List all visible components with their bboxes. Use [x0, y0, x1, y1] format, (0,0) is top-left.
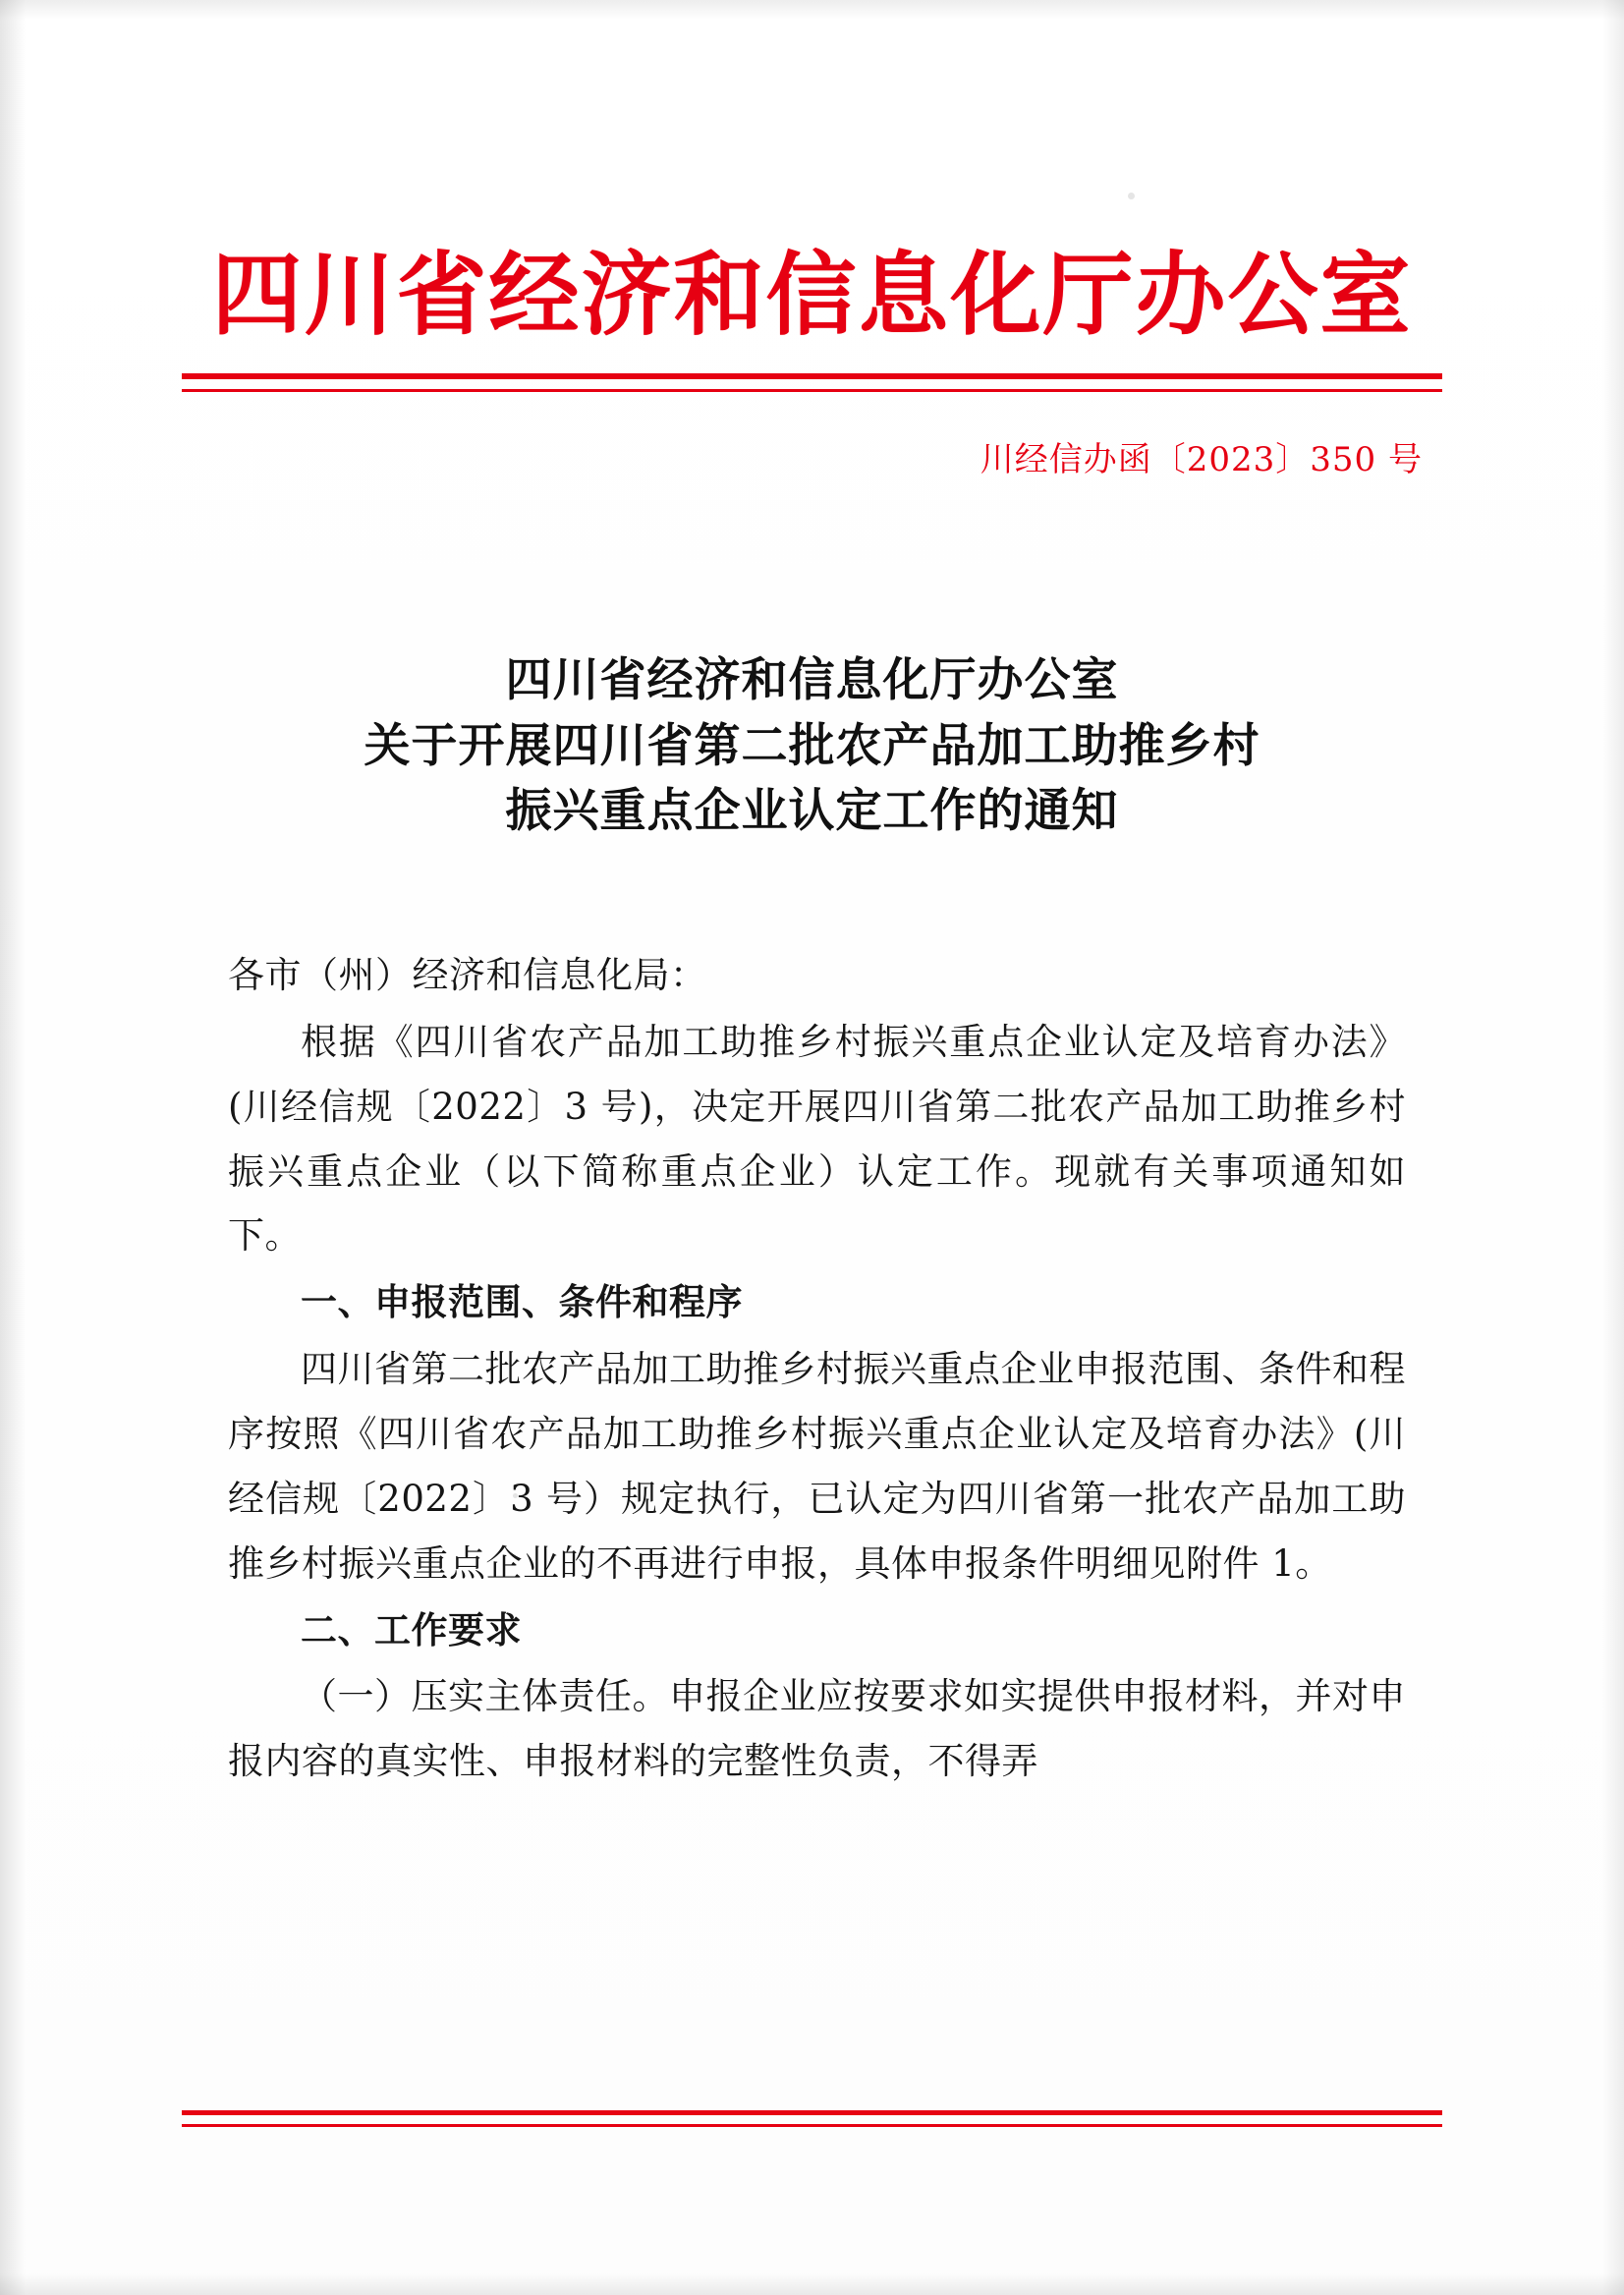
- letterhead-rule-secondary: [182, 389, 1442, 392]
- letterhead-organization: 四川省经济和信息化厅办公室: [211, 242, 1413, 348]
- footer-rule-primary: [182, 2110, 1442, 2115]
- page-edge-shadow-bottom: [0, 2273, 1624, 2295]
- scan-speck: [1128, 193, 1135, 199]
- document-title: [187, 648, 1437, 845]
- document-body: [228, 943, 1406, 1796]
- document-title-line-2: 关于开展四川省第二批农产品加工助推乡村: [364, 718, 1260, 773]
- body-paragraph: 根据《四川省农产品加工助推乡村振兴重点企业认定及培育办法》(川经信规〔2022〕3 号)，决定开展四川省第二批农产品加工助推乡村振兴重点企业（以下简称重点企业）认定工作。现就有关事项通知如下。: [228, 1020, 1406, 1258]
- section-heading: 二、工作要求: [301, 1607, 522, 1651]
- section-heading: 一、申报范围、条件和程序: [301, 1280, 743, 1324]
- document-number: 川经信办函〔2023〕350 号: [980, 440, 1423, 479]
- body-paragraph: 四川省第二批农产品加工助推乡村振兴重点企业申报范围、条件和程序按照《四川省农产品加工助推乡村振兴重点企业认定及培育办法》(川经信规〔2022〕3 号）规定执行，已认定为四川省第一批农产品加工助推乡村振兴重点企业的不再进行申报，具体申报条件明细见附件 1。: [228, 1348, 1406, 1585]
- page-edge-shadow-top: [0, 0, 1624, 20]
- footer-rule-secondary: [182, 2124, 1442, 2127]
- document-title-line-1: 四川省经济和信息化厅办公室: [505, 653, 1119, 707]
- document-title-line-3: 振兴重点企业认定工作的通知: [505, 784, 1119, 839]
- letterhead-rule-primary: [182, 373, 1442, 379]
- letterhead: [0, 242, 1624, 348]
- recipient-line: 各市（州）经济和信息化局：: [228, 954, 707, 996]
- body-paragraph: （一）压实主体责任。申报企业应按要求如实提供申报材料，并对申报内容的真实性、申报材料的完整性负责，不得弄: [228, 1675, 1406, 1783]
